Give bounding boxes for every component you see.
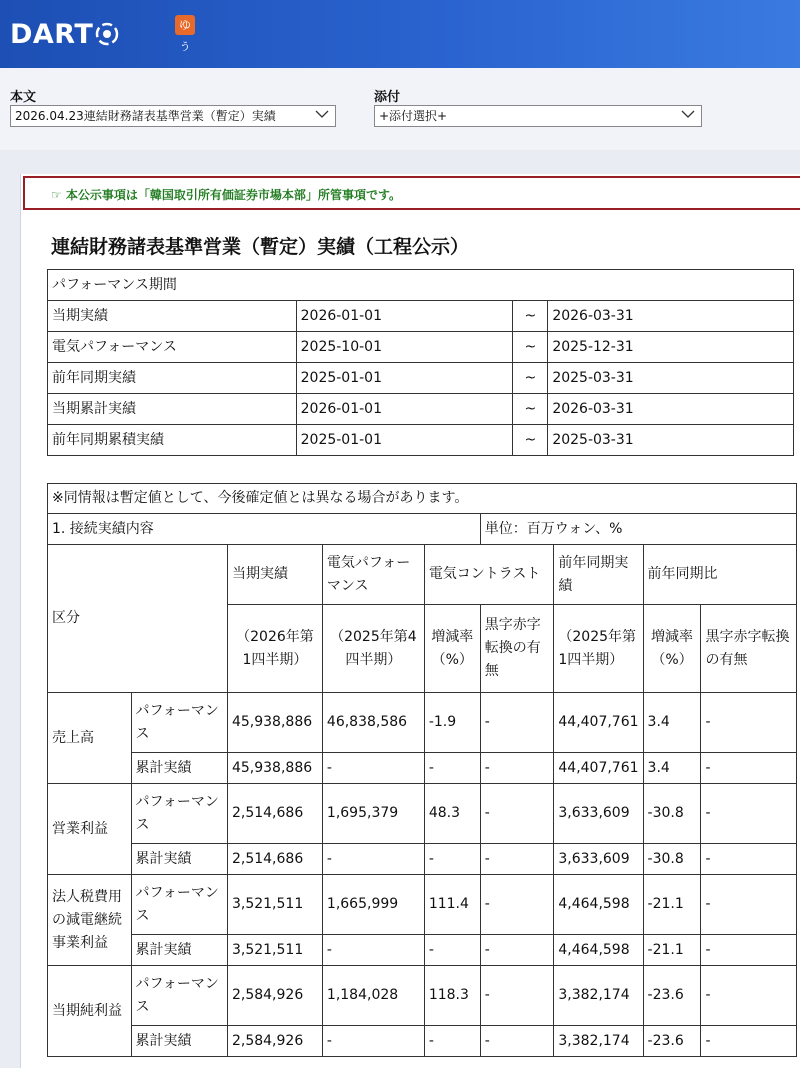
header-prev-year: 前年同期実績 <box>554 545 643 605</box>
cell-turn: - <box>480 1026 554 1057</box>
unit-label: 単位：百万ウォン、% <box>480 514 796 545</box>
row-label: 当期累計実績 <box>48 394 297 425</box>
date-sep: ~ <box>513 363 548 394</box>
header-current: 当期実績 <box>227 545 322 605</box>
row-type: パフォーマンス <box>131 875 227 935</box>
table-row <box>48 693 797 753</box>
table-row <box>48 784 797 844</box>
attachment-select-value: +添付選択+ <box>379 109 448 123</box>
cell-rate: - <box>424 1026 480 1057</box>
cell-current: 45,938,886 <box>227 693 322 753</box>
group-name: 売上高 <box>48 693 132 784</box>
date-sep: ~ <box>513 332 548 363</box>
cell-rate2: 3.4 <box>643 753 701 784</box>
cell-current: 3,521,511 <box>227 875 322 935</box>
notice-banner <box>23 176 800 210</box>
cell-turn2: - <box>701 875 797 935</box>
header-turn2: 黒字赤字転換の有無 <box>701 605 797 693</box>
dart-logo[interactable] <box>10 14 119 54</box>
date-to: 2025-03-31 <box>548 363 794 394</box>
cell-turn: - <box>480 844 554 875</box>
user-menu[interactable] <box>174 15 196 54</box>
cell-turn2: - <box>701 693 797 753</box>
table-row <box>48 1026 797 1057</box>
row-label: 前年同期累積実績 <box>48 425 297 456</box>
section-title: 1. 接続実績内容 <box>48 514 481 545</box>
cell-prev-year: 3,382,174 <box>554 966 643 1026</box>
table-row <box>48 875 797 935</box>
header-current-period: （2026年第1四半期） <box>227 605 322 693</box>
cell-prev: 1,184,028 <box>322 966 424 1026</box>
table-row <box>48 966 797 1026</box>
cell-prev-year: 4,464,598 <box>554 875 643 935</box>
row-type: 累計実績 <box>131 935 227 966</box>
row-label: 電気パフォーマンス <box>48 332 297 363</box>
table-row <box>48 301 794 332</box>
header-turn: 黒字赤字転換の有無 <box>480 605 554 693</box>
header-yoy: 前年同期比 <box>643 545 796 605</box>
notice-text: ☞ 本公示事項は「韓国取引所有価証券市場本部」所管事項です。 <box>51 188 401 202</box>
date-to: 2025-03-31 <box>548 425 794 456</box>
cell-prev-year: 4,464,598 <box>554 935 643 966</box>
cell-current: 45,938,886 <box>227 753 322 784</box>
cell-current: 2,514,686 <box>227 784 322 844</box>
cell-turn: - <box>480 966 554 1026</box>
cell-prev-year: 3,382,174 <box>554 1026 643 1057</box>
row-label: 前年同期実績 <box>48 363 297 394</box>
cell-rate: 111.4 <box>424 875 480 935</box>
date-from: 2025-10-01 <box>296 332 513 363</box>
logo-text: DART <box>10 18 94 50</box>
period-table <box>47 269 794 456</box>
cell-prev: - <box>322 753 424 784</box>
row-type: 累計実績 <box>131 1026 227 1057</box>
group-name: 当期純利益 <box>48 966 132 1057</box>
cell-turn: - <box>480 693 554 753</box>
table-row <box>48 425 794 456</box>
chevron-down-icon <box>681 109 695 119</box>
cell-rate2: -21.1 <box>643 935 701 966</box>
top-header <box>0 0 800 68</box>
document-viewer <box>20 174 800 1068</box>
cell-rate: -1.9 <box>424 693 480 753</box>
cell-turn2: - <box>701 844 797 875</box>
cell-rate2: -23.6 <box>643 966 701 1026</box>
row-type: パフォーマンス <box>131 966 227 1026</box>
header-prev-quarter-period: （2025年第4四半期） <box>322 605 424 693</box>
header-rate2: 増減率（%） <box>643 605 701 693</box>
cell-turn: - <box>480 875 554 935</box>
disclaimer-note: ※同情報は暫定値として、今後確定値とは異なる場合があります。 <box>48 484 797 514</box>
cell-prev: 1,665,999 <box>322 875 424 935</box>
date-sep: ~ <box>513 394 548 425</box>
logo-swirl-icon <box>95 22 119 46</box>
header-prev-year-period: （2025年第1四半期） <box>554 605 643 693</box>
row-type: パフォーマンス <box>131 693 227 753</box>
table-row <box>48 935 797 966</box>
user-avatar: ゆ <box>175 15 195 35</box>
cell-prev-year: 44,407,761 <box>554 693 643 753</box>
cell-prev: - <box>322 1026 424 1057</box>
table-row <box>48 753 797 784</box>
header-category: 区分 <box>48 545 228 693</box>
table-row <box>48 363 794 394</box>
date-from: 2026-01-01 <box>296 394 513 425</box>
header-prev-quarter: 電気パフォーマンス <box>322 545 424 605</box>
cell-prev: - <box>322 844 424 875</box>
main-doc-select[interactable] <box>10 105 336 127</box>
table-row <box>48 844 797 875</box>
cell-turn2: - <box>701 784 797 844</box>
cell-prev: 46,838,586 <box>322 693 424 753</box>
cell-prev-year: 44,407,761 <box>554 753 643 784</box>
cell-prev-year: 3,633,609 <box>554 844 643 875</box>
user-name: う <box>179 40 191 53</box>
cell-turn2: - <box>701 1026 797 1057</box>
date-from: 2026-01-01 <box>296 301 513 332</box>
cell-current: 2,584,926 <box>227 966 322 1026</box>
table-row <box>48 394 794 425</box>
cell-rate: - <box>424 935 480 966</box>
header-rate: 増減率（%） <box>424 605 480 693</box>
document-title: 連結財務諸表基準営業（暫定）実績（工程公示） <box>51 236 470 258</box>
cell-turn: - <box>480 784 554 844</box>
cell-prev-year: 3,633,609 <box>554 784 643 844</box>
attachment-select[interactable] <box>374 105 702 127</box>
results-table <box>47 483 797 1057</box>
cell-rate2: -30.8 <box>643 784 701 844</box>
group-name: 法人税費用の減電継続事業利益 <box>48 875 132 966</box>
row-type: パフォーマンス <box>131 784 227 844</box>
cell-turn2: - <box>701 935 797 966</box>
cell-rate: 48.3 <box>424 784 480 844</box>
document-selector-bar <box>0 68 800 150</box>
cell-current: 2,584,926 <box>227 1026 322 1057</box>
table-row <box>48 332 794 363</box>
cell-turn2: - <box>701 966 797 1026</box>
main-doc-label: 本文 <box>10 90 37 105</box>
cell-rate: - <box>424 753 480 784</box>
date-to: 2026-03-31 <box>548 394 794 425</box>
cell-rate2: -21.1 <box>643 875 701 935</box>
date-sep: ~ <box>513 301 548 332</box>
cell-rate: 118.3 <box>424 966 480 1026</box>
cell-prev: 1,695,379 <box>322 784 424 844</box>
cell-turn: - <box>480 753 554 784</box>
date-to: 2025-12-31 <box>548 332 794 363</box>
cell-rate: - <box>424 844 480 875</box>
main-doc-select-value: 2026.04.23連結財務諸表基準営業（暫定）実績 <box>15 109 276 123</box>
group-name: 営業利益 <box>48 784 132 875</box>
cell-prev: - <box>322 935 424 966</box>
cell-current: 3,521,511 <box>227 935 322 966</box>
cell-turn: - <box>480 935 554 966</box>
header-contrast: 電気コントラスト <box>424 545 554 605</box>
cell-rate2: -30.8 <box>643 844 701 875</box>
row-type: 累計実績 <box>131 844 227 875</box>
cell-turn2: - <box>701 753 797 784</box>
row-label: 当期実績 <box>48 301 297 332</box>
chevron-down-icon <box>315 109 329 119</box>
cell-rate2: -23.6 <box>643 1026 701 1057</box>
period-header: パフォーマンス期間 <box>48 270 794 301</box>
cell-rate2: 3.4 <box>643 693 701 753</box>
date-from: 2025-01-01 <box>296 425 513 456</box>
date-to: 2026-03-31 <box>548 301 794 332</box>
attachment-label: 添付 <box>374 90 401 105</box>
date-sep: ~ <box>513 425 548 456</box>
date-from: 2025-01-01 <box>296 363 513 394</box>
cell-current: 2,514,686 <box>227 844 322 875</box>
row-type: 累計実績 <box>131 753 227 784</box>
